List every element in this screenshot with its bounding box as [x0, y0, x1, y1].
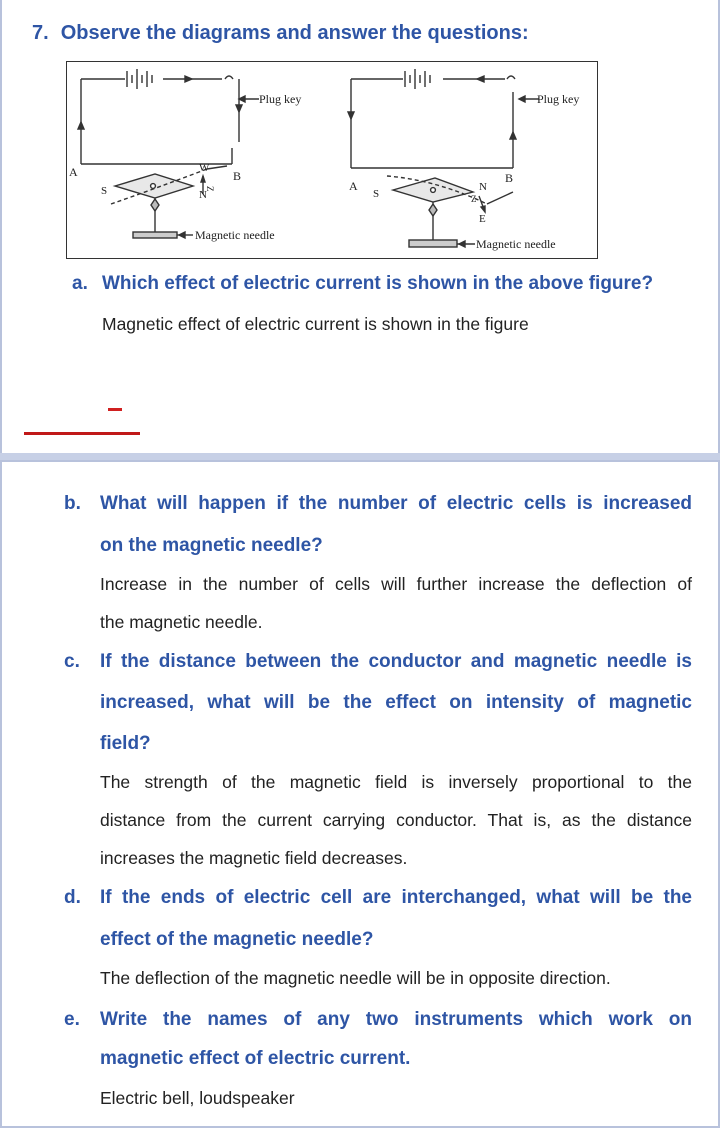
question-b-line1: What will happen if the number of electric cells is increased	[100, 493, 692, 514]
answer-b-line2: the magnetic needle.	[100, 612, 263, 632]
red-mark	[108, 408, 122, 411]
label-z-left: Z	[205, 186, 215, 192]
question-a-letter: a.	[72, 273, 88, 294]
question-d-letter: d.	[64, 887, 81, 908]
needle-label-left: Magnetic needle	[195, 228, 275, 242]
question-c-line2: increased, what will be the effect on intensity of magnetic	[100, 692, 692, 713]
answer-d: The deflection of the magnetic needle will be in opposite direction.	[100, 968, 611, 988]
question-a-line1: Which effect of electric current is shown in the above figure?	[102, 273, 654, 294]
label-a-left: A	[69, 165, 78, 179]
answer-a: Magnetic effect of electric current is shown in the figure	[102, 314, 529, 334]
circuit-diagram	[66, 61, 598, 259]
label-b-right: B	[505, 171, 514, 185]
label-e-right: E	[479, 213, 486, 225]
label-s-left: S	[101, 185, 108, 197]
label-n-right: N	[479, 181, 487, 193]
needle-label-right: Magnetic needle	[476, 237, 556, 251]
question-e-letter: e.	[64, 1009, 80, 1030]
question-c-line3: field?	[100, 733, 151, 754]
label-b-left: B	[233, 169, 242, 183]
plug-key-label-right: Plug key	[537, 92, 580, 106]
answer-c-line1: The strength of the magnetic field is inversely proportional to the	[100, 772, 692, 792]
answer-e: Electric bell, loudspeaker	[100, 1088, 295, 1108]
page-panel-top	[0, 0, 720, 455]
label-a-right: A	[349, 179, 358, 193]
question-e-line2: magnetic effect of electric current.	[100, 1048, 411, 1069]
question-b-letter: b.	[64, 493, 81, 514]
label-s-right: S	[373, 188, 380, 200]
question-d-line1: If the ends of electric cell are interchanged, what will be the	[100, 887, 692, 908]
answer-b-line1: Increase in the number of cells will further increase the deflection of	[100, 574, 692, 594]
question-d-line2: effect of the magnetic needle?	[100, 929, 374, 950]
page-panel-bottom	[0, 460, 720, 1128]
label-n-left: N	[199, 189, 207, 201]
question-c-line1: If the distance between the conductor and magnetic needle is	[100, 651, 692, 672]
label-z-right: Z	[471, 194, 477, 204]
red-underline	[24, 432, 140, 435]
question-c-letter: c.	[64, 651, 80, 672]
answer-c-line2: distance from the current carrying conductor. That is, as the distance	[100, 810, 692, 830]
question-e-line1: Write the names of any two instruments which work on	[100, 1009, 692, 1030]
question-b-line2: on the magnetic needle?	[100, 535, 323, 556]
question-title	[32, 22, 529, 45]
plug-key-label-left: Plug key	[259, 92, 302, 106]
label-w-left: W	[199, 162, 210, 174]
question-number: 7.	[32, 22, 49, 44]
answer-c-line3: increases the magnetic field decreases.	[100, 848, 408, 868]
question-title-text: Observe the diagrams and answer the questions:	[60, 22, 529, 44]
